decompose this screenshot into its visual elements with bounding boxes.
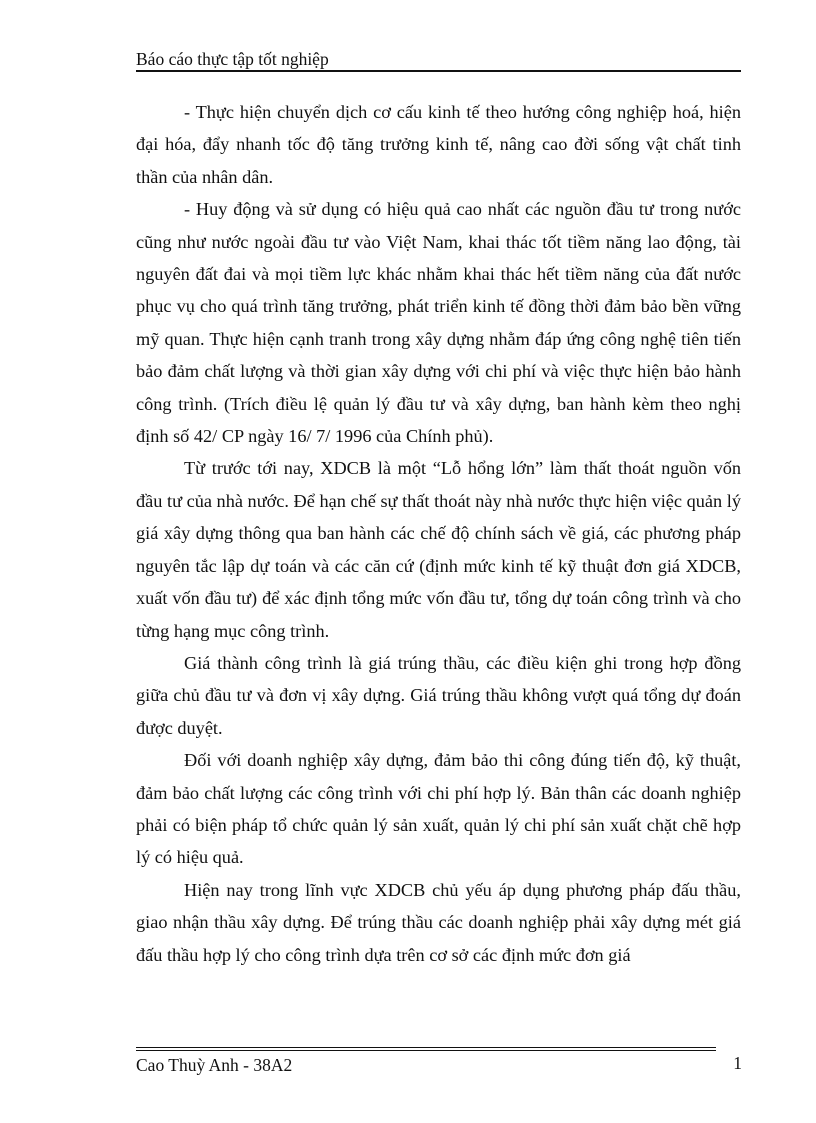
paragraph: Hiện nay trong lĩnh vực XDCB chủ yếu áp dụng phương pháp đấu thầu, giao nhận thầu xây dựng. Để trúng thầu các doanh nghiệp phải xây dựng mét giá đấu thầu hợp lý cho công trình dựa trên cơ sở các định mức đơn giá — [136, 879, 741, 965]
page-number: 1 — [733, 1053, 742, 1073]
footer-divider — [136, 1047, 716, 1048]
paragraph: - Thực hiện chuyển dịch cơ cấu kinh tế theo hướng công nghiệp hoá, hiện đại hóa, đẩy nhanh tốc độ tăng trưởng kinh tế, nâng cao đời sống vật chất tinh thần của nhân dân. — [136, 102, 741, 187]
paragraph: Từ trước tới nay, XDCB là một “Lỗ hổng lớn” làm thất thoát nguồn vốn đầu tư của nhà nước. Để hạn chế sự thất thoát này nhà nước thực hiện việc quản lý giá xây dựng thông qua ban hành các chế độ chính sách về giá, các phương pháp nguyên tắc lập dự toán và các căn cứ (định mức kinh tế kỹ thuật đơn giá XDCB, xuất vốn đầu tư) để xác định tổng mức vốn đầu tư, tổng dự toán công trình và cho từng hạng mục công trình. — [136, 458, 741, 641]
paragraph: Đối với doanh nghiệp xây dựng, đảm bảo thi công đúng tiến độ, kỹ thuật, đảm bảo chất lượng các công trình với chi phí hợp lý. Bản thân các doanh nghiệp phải có biện pháp tổ chức quản lý sản xuất, quản lý chi phí sản xuất chặt chẽ hợp lý có hiệu quả. — [136, 750, 741, 868]
footer-author: Cao Thuỳ Anh - 38A2 — [136, 1055, 293, 1075]
footer-divider — [136, 1050, 716, 1051]
document-body — [136, 96, 741, 971]
header-title: Báo cáo thực tập tốt nghiệp — [136, 49, 329, 69]
page-header — [136, 48, 741, 72]
paragraph: - Huy động và sử dụng có hiệu quả cao nhất các nguồn đầu tư trong nước cũng như nước ngoài đầu tư vào Việt Nam, khai thác tốt tiềm năng lao động, tài nguyên đất đai và mọi tiềm lực khác nhằm khai thác hết tiềm năng của đất nước phục vụ cho quá trình tăng trưởng, phát triển kinh tế đồng thời đảm bảo bền vững mỹ quan. Thực hiện cạnh tranh trong xây dựng nhằm đáp ứng công nghệ tiên tiến bảo đảm chất lượng và thời gian xây dựng với chi phí và việc thực hiện bảo hành công trình. (Trích điều lệ quản lý đầu tư và xây dựng, ban hành kèm theo nghị định số 42/ CP ngày 16/ 7/ 1996 của Chính phủ). — [136, 199, 741, 447]
paragraph: Giá thành công trình là giá trúng thầu, các điều kiện ghi trong hợp đồng giữa chủ đầu tư và đơn vị xây dựng. Giá trúng thầu không vượt quá tổng dự đoán được duyệt. — [136, 652, 741, 738]
